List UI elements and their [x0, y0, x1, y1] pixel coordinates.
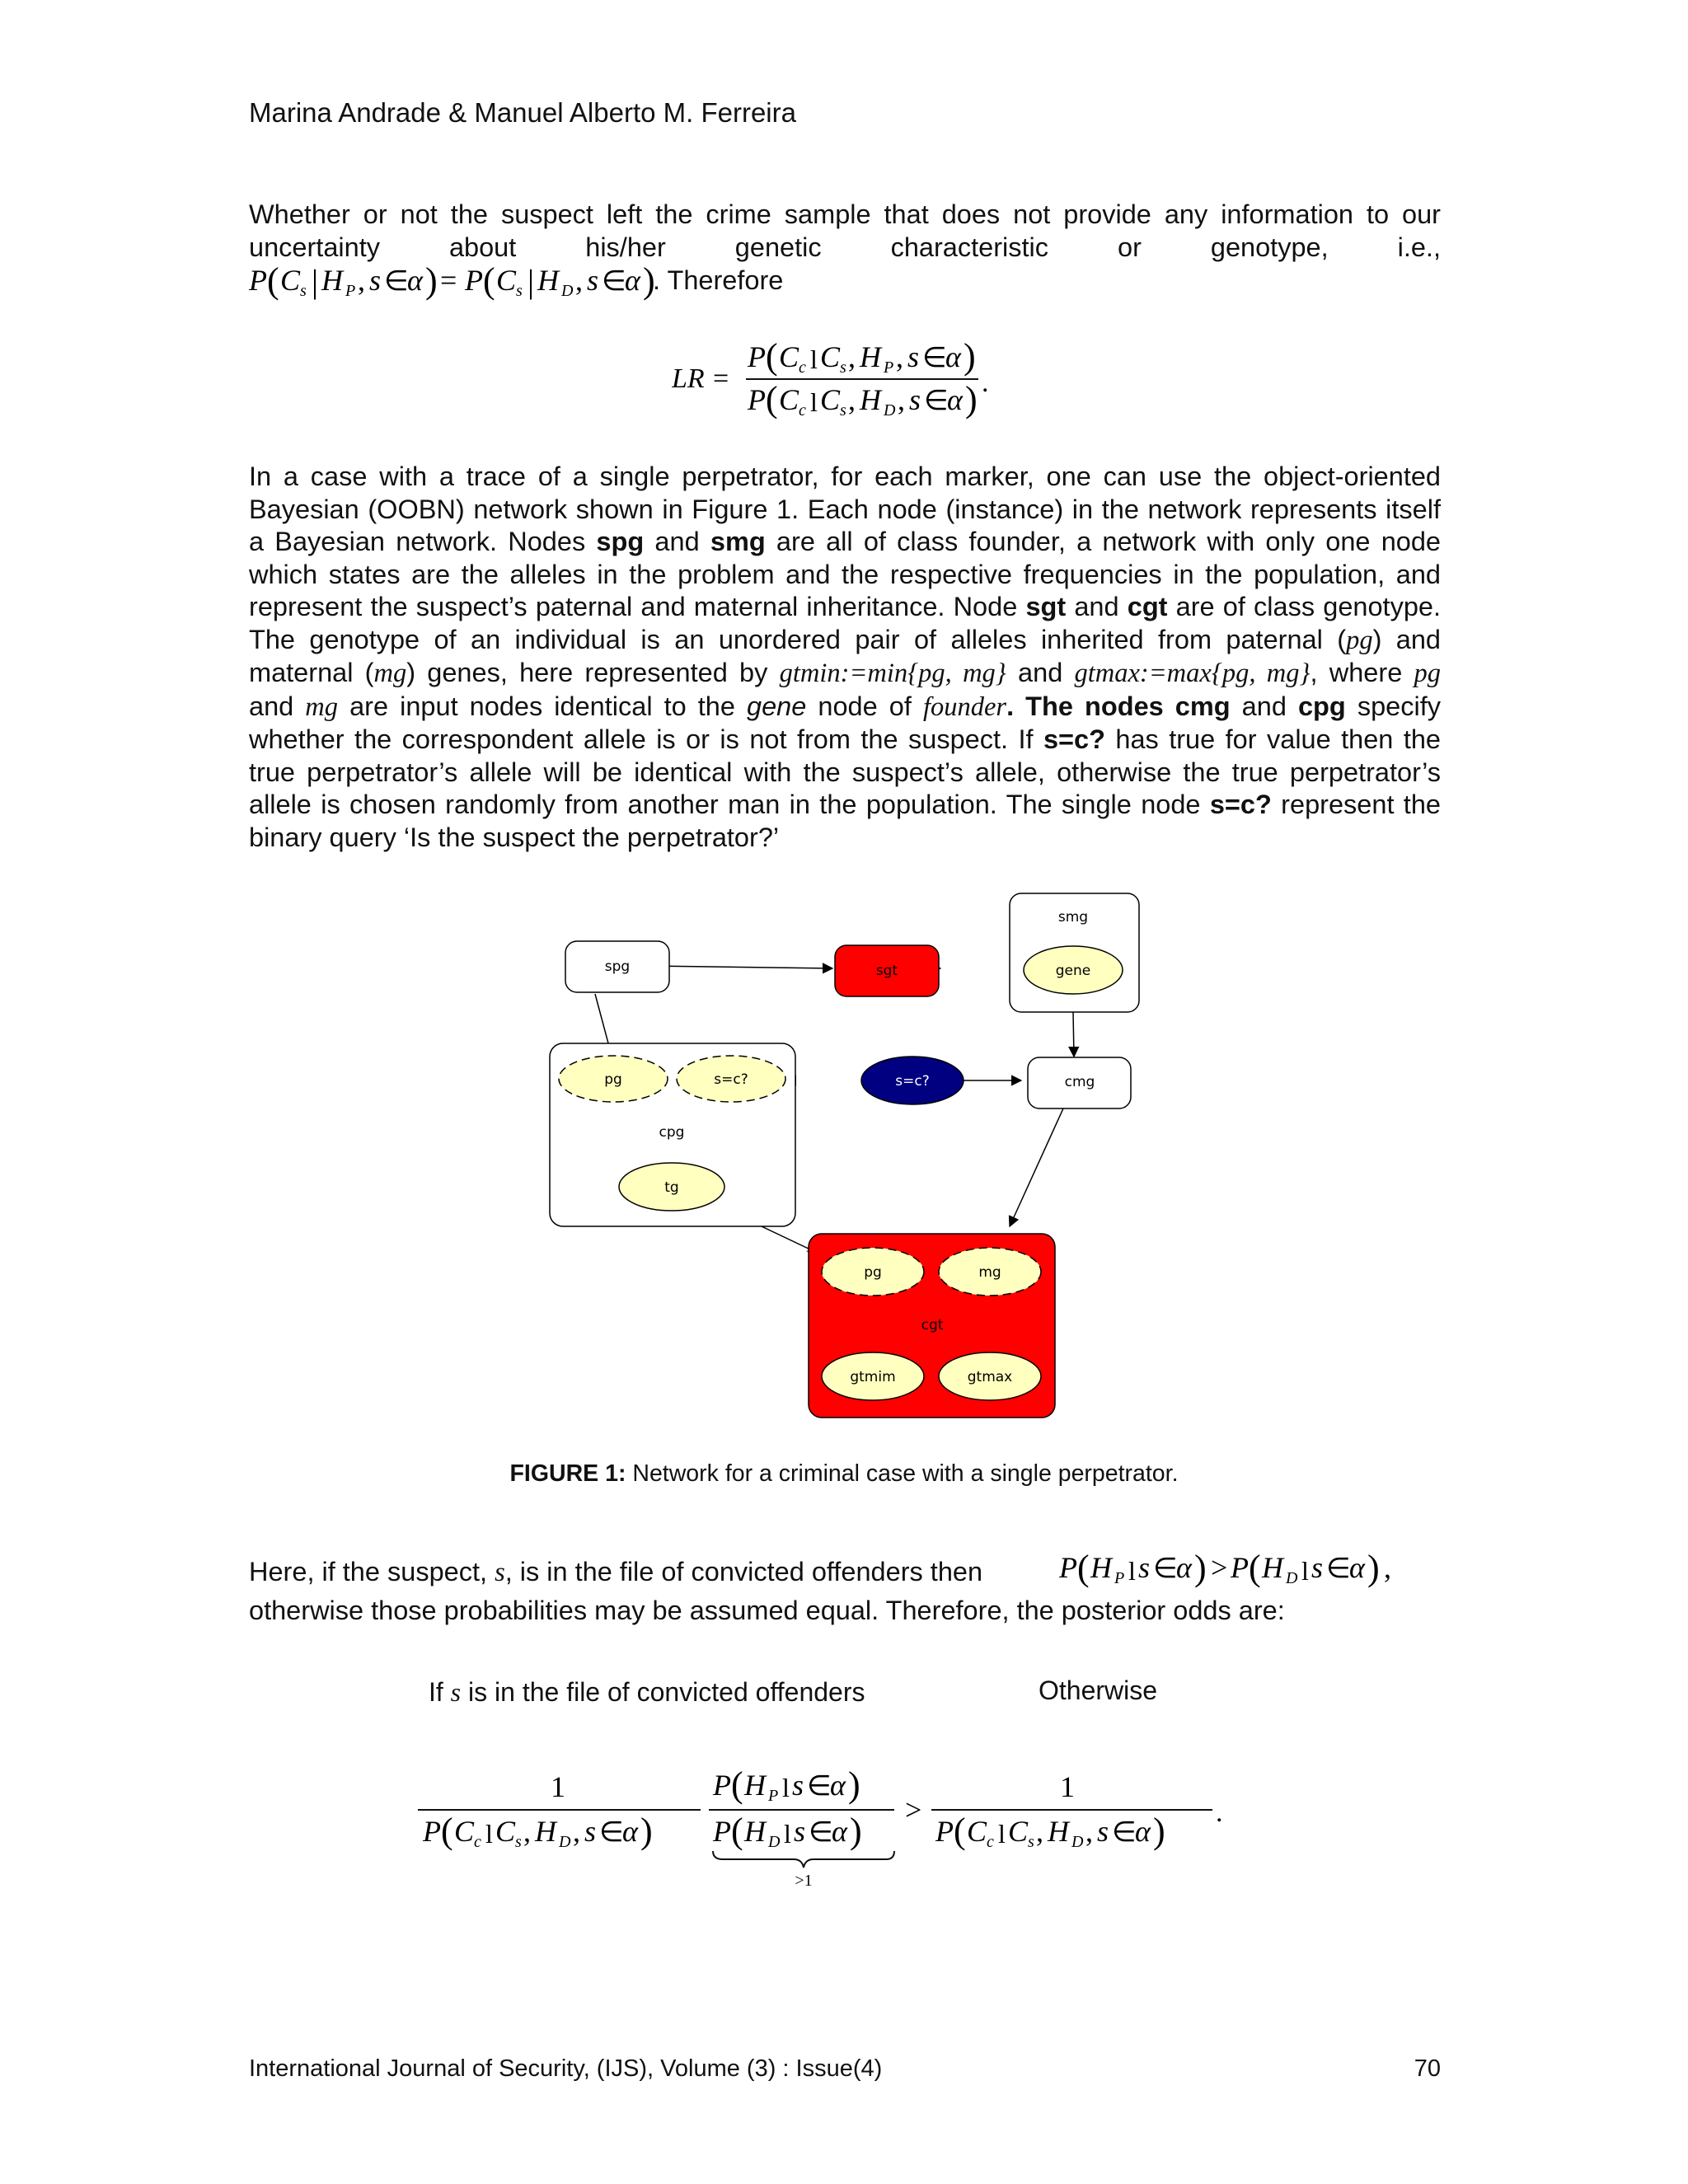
svg-text:s: s — [300, 282, 307, 300]
svg-text:∈: ∈ — [1326, 1554, 1351, 1584]
svg-text:sgt: sgt — [875, 963, 898, 979]
svg-text:H: H — [535, 1815, 556, 1848]
paragraph-3-line2: otherwise those probabilities may be assumed equal. Therefore, the posterior odds are: — [249, 1596, 1285, 1625]
svg-text:α: α — [830, 1769, 846, 1802]
svg-text:,: , — [358, 264, 365, 297]
svg-text:(: ( — [267, 260, 279, 301]
svg-text:,: , — [898, 383, 905, 416]
svg-text:P: P — [748, 340, 766, 373]
figure-1-network-diagram — [536, 882, 1162, 1426]
svg-text:D: D — [768, 1833, 781, 1851]
node-ref-cgt: cgt — [1127, 592, 1168, 621]
svg-text:,: , — [1384, 1551, 1391, 1584]
svg-text:s: s — [369, 264, 382, 297]
svg-text:(: ( — [731, 1811, 743, 1851]
svg-text:): ) — [848, 1765, 860, 1805]
svg-text:s: s — [792, 1769, 804, 1802]
formula-prior-inequality — [1059, 1546, 1447, 1592]
svg-text:l: l — [1128, 1556, 1136, 1586]
svg-text:C: C — [779, 383, 799, 416]
svg-text:∈: ∈ — [809, 1817, 833, 1848]
paragraph-3-line1: Here, if the suspect, s, is in the file of convicted offenders then — [249, 1557, 983, 1587]
svg-text:=: = — [713, 363, 729, 394]
svg-text:(: ( — [441, 1811, 453, 1851]
svg-text:gene: gene — [1055, 963, 1091, 979]
svg-text:H: H — [860, 383, 881, 416]
node-sgt — [835, 945, 939, 996]
svg-text:D: D — [561, 282, 574, 300]
svg-text:,: , — [523, 1815, 531, 1848]
svg-text:∈: ∈ — [599, 1817, 624, 1848]
svg-text:>1: >1 — [795, 1872, 813, 1890]
svg-text:P: P — [713, 1769, 731, 1802]
svg-text:,: , — [848, 383, 856, 416]
svg-text:(: ( — [483, 260, 495, 301]
svg-text:α: α — [407, 264, 423, 297]
svg-text:cpg: cpg — [659, 1124, 685, 1141]
svg-text:,: , — [575, 264, 583, 297]
svg-text:∈: ∈ — [922, 343, 947, 373]
svg-text:P: P — [884, 359, 894, 377]
svg-text:α: α — [1135, 1815, 1151, 1848]
svg-text:P: P — [423, 1815, 441, 1848]
svg-text:D: D — [1286, 1569, 1298, 1587]
svg-text:1: 1 — [551, 1770, 565, 1803]
svg-text:s: s — [909, 383, 921, 416]
svg-text:l: l — [784, 1819, 791, 1849]
node-ref-sc-2: s=c? — [1209, 790, 1272, 819]
node-smg — [1010, 893, 1139, 1012]
svg-text:): ) — [1153, 1811, 1165, 1851]
svg-text:P: P — [1231, 1551, 1249, 1584]
svg-text:pg: pg — [864, 1264, 882, 1281]
svg-text:D: D — [1071, 1833, 1084, 1851]
footer — [249, 2055, 1441, 2083]
node-ref-sc: s=c? — [1043, 724, 1105, 754]
svg-text:D: D — [884, 401, 896, 419]
footer-journal: International Journal of Security, (IJS), Volume (3) : Issue(4) — [249, 2055, 883, 2082]
svg-text:P: P — [935, 1815, 954, 1848]
svg-text:,: , — [848, 340, 856, 373]
svg-text:H: H — [1090, 1551, 1112, 1584]
case-right-label: Otherwise — [1039, 1675, 1158, 1705]
figure-caption-text: Network for a criminal case with a single perpetrator. — [626, 1460, 1179, 1487]
svg-text:gtmax: gtmax — [967, 1369, 1013, 1385]
svg-text:): ) — [640, 1811, 653, 1851]
svg-text:P: P — [713, 1815, 731, 1848]
svg-text:P: P — [768, 1787, 779, 1805]
svg-text:gtmim: gtmim — [850, 1369, 896, 1385]
svg-text:s: s — [584, 1815, 597, 1848]
node-spg — [565, 941, 669, 992]
svg-text:,: , — [896, 340, 903, 373]
svg-text:): ) — [1367, 1548, 1380, 1588]
svg-text:H: H — [1262, 1551, 1283, 1584]
node-ref-smg: smg — [710, 527, 766, 556]
svg-text:pg: pg — [604, 1071, 622, 1088]
svg-text:|: | — [528, 263, 535, 300]
svg-text:cmg: cmg — [1064, 1074, 1095, 1090]
svg-text:H: H — [860, 340, 881, 373]
svg-text:): ) — [425, 260, 438, 301]
edge-cmg-cgt — [1010, 1108, 1063, 1226]
svg-text:c: c — [987, 1833, 994, 1851]
paragraph-1 — [249, 199, 1441, 264]
svg-text:s: s — [840, 359, 846, 377]
para1-line2: uncertainty about his/her genetic characteristic or genotype, i.e., — [249, 232, 1441, 262]
svg-text:=: = — [440, 264, 457, 297]
figure-caption — [0, 1460, 1688, 1488]
edge-smg-cmg — [1073, 1012, 1074, 1057]
svg-text:,: , — [1085, 1815, 1093, 1848]
node-ref-sgt: sgt — [1025, 592, 1067, 621]
svg-text:C: C — [820, 383, 841, 416]
svg-text:s=c?: s=c? — [895, 1073, 930, 1090]
svg-text:α: α — [1349, 1551, 1365, 1584]
svg-text:∈: ∈ — [384, 266, 409, 297]
svg-text:α: α — [625, 264, 640, 297]
svg-text:∈: ∈ — [924, 386, 949, 416]
svg-text:1: 1 — [1060, 1770, 1075, 1803]
svg-text:P: P — [345, 282, 356, 300]
svg-text:s=c?: s=c? — [714, 1071, 748, 1088]
equation-likelihood-ratio — [672, 334, 1026, 424]
paragraph-2: In a case with a trace of a single perpetrator, for each marker, one can use the object-oriented Bayesian (OOBN) network shown in Figure 1. Each node (instance) in the network represents itself a Bayesian network. Nodes spg and smg are all of class founder, a network with only one node which states are the alleles in the problem and the respective frequencies in the population, and represent the suspect’s paternal and maternal inheritance. Node sgt and cgt are of class genotype. The genotype of an individual is an unordered pair of alleles inherited from paternal (pg) and maternal (mg) genes, here represented by gtmin:=min{pg, mg} and gtmax:=max{pg, mg}, where pg and mg are input nodes identical to the gene node of founder. The nodes cmg and cpg specify whether the correspondent allele is or is not from the suspect. If s=c? has true for value then the true perpetrator’s allele will be identical with the suspect’s allele, otherwise the true perpetrator’s allele is chosen randomly from another man in the population. The single node s=c? represent the binary query ‘Is the suspect the perpetrator?’ — [249, 462, 1442, 852]
svg-text:.: . — [982, 368, 989, 398]
running-header: Marina Andrade & Manuel Alberto M. Ferreira — [249, 97, 796, 128]
svg-text:C: C — [967, 1815, 987, 1848]
svg-text:): ) — [1194, 1548, 1207, 1588]
svg-text:,: , — [1036, 1815, 1043, 1848]
svg-text:H: H — [744, 1815, 766, 1848]
figure-caption-label: FIGURE 1: — [509, 1460, 626, 1487]
svg-text:>: > — [1211, 1551, 1228, 1584]
svg-text:l: l — [998, 1819, 1006, 1849]
svg-text:.: . — [1216, 1797, 1223, 1828]
svg-text:s: s — [1097, 1815, 1109, 1848]
svg-text:(: ( — [1077, 1548, 1090, 1588]
svg-text:l: l — [810, 344, 818, 374]
svg-text:): ) — [964, 336, 976, 377]
svg-text:P: P — [465, 264, 483, 297]
svg-text:): ) — [850, 1811, 862, 1851]
svg-text:cgt: cgt — [921, 1317, 944, 1333]
node-s-equals-c — [861, 1057, 964, 1104]
svg-text:P: P — [748, 383, 766, 416]
svg-text:l: l — [1301, 1556, 1309, 1586]
svg-text:α: α — [945, 340, 961, 373]
para1-therefore: . Therefore — [653, 265, 784, 295]
svg-text:s: s — [1138, 1551, 1151, 1584]
svg-text:α: α — [947, 383, 963, 416]
svg-text:P: P — [249, 264, 267, 297]
svg-text:s: s — [516, 282, 523, 300]
equation-posterior-odds — [416, 1755, 1257, 1896]
svg-text:(: ( — [766, 379, 778, 419]
svg-text:l: l — [810, 387, 818, 417]
svg-text:C: C — [495, 1815, 516, 1848]
svg-text:(: ( — [731, 1765, 743, 1805]
svg-text:l: l — [782, 1773, 790, 1802]
page-number: 70 — [1414, 2055, 1441, 2082]
svg-text:s: s — [907, 340, 920, 373]
svg-text:C: C — [1008, 1815, 1029, 1848]
node-cgt — [809, 1234, 1055, 1418]
svg-text:s: s — [587, 264, 599, 297]
node-ref-cmg: cmg — [1175, 691, 1231, 721]
svg-text:mg: mg — [978, 1264, 1001, 1281]
svg-text:α: α — [622, 1815, 638, 1848]
svg-text:smg: smg — [1057, 909, 1089, 926]
case-left-label: If s is in the file of convicted offenders — [429, 1677, 865, 1707]
svg-text:H: H — [321, 264, 343, 297]
node-cpg — [550, 1043, 795, 1226]
node-ref-cpg: cpg — [1297, 691, 1346, 721]
svg-text:H: H — [1048, 1815, 1069, 1848]
svg-text:c: c — [799, 401, 806, 419]
svg-text:c: c — [474, 1833, 481, 1851]
svg-text:P: P — [1114, 1569, 1125, 1587]
svg-text:H: H — [537, 264, 559, 297]
edge-spg-sgt — [649, 966, 832, 968]
svg-text:α: α — [1176, 1551, 1192, 1584]
svg-text:l: l — [485, 1819, 493, 1849]
svg-text:|: | — [312, 263, 319, 300]
svg-text:): ) — [965, 379, 978, 419]
node-ref-spg: spg — [596, 527, 645, 556]
svg-text:C: C — [496, 264, 517, 297]
svg-text:∈: ∈ — [807, 1771, 832, 1802]
svg-text:s: s — [1311, 1551, 1324, 1584]
svg-text:spg: spg — [604, 958, 631, 975]
svg-text:∈: ∈ — [1112, 1817, 1137, 1848]
svg-text:(: ( — [954, 1811, 966, 1851]
svg-text:(: ( — [1249, 1548, 1261, 1588]
svg-text:tg: tg — [664, 1179, 679, 1196]
svg-text:,: , — [573, 1815, 580, 1848]
svg-text:D: D — [559, 1833, 571, 1851]
svg-text:s: s — [794, 1815, 806, 1848]
svg-text:>: > — [905, 1793, 922, 1826]
svg-text:∈: ∈ — [602, 266, 626, 297]
svg-text:s: s — [840, 401, 846, 419]
svg-text:(: ( — [766, 336, 778, 377]
svg-text:C: C — [820, 340, 841, 373]
svg-text:α: α — [832, 1815, 847, 1848]
svg-text:H: H — [744, 1769, 766, 1802]
para1-line1: Whether or not the suspect left the crime sample that does not provide any information to our — [249, 199, 1441, 229]
svg-text:s: s — [515, 1833, 522, 1851]
svg-text:C: C — [454, 1815, 475, 1848]
svg-text:P: P — [1059, 1551, 1077, 1584]
svg-text:c: c — [799, 359, 806, 377]
svg-text:C: C — [779, 340, 799, 373]
node-cmg — [1028, 1057, 1131, 1108]
svg-text:LR: LR — [672, 363, 705, 394]
svg-text:): ) — [643, 260, 655, 301]
svg-text:s: s — [1028, 1833, 1034, 1851]
svg-text:∈: ∈ — [1153, 1554, 1178, 1584]
svg-text:C: C — [280, 264, 301, 297]
